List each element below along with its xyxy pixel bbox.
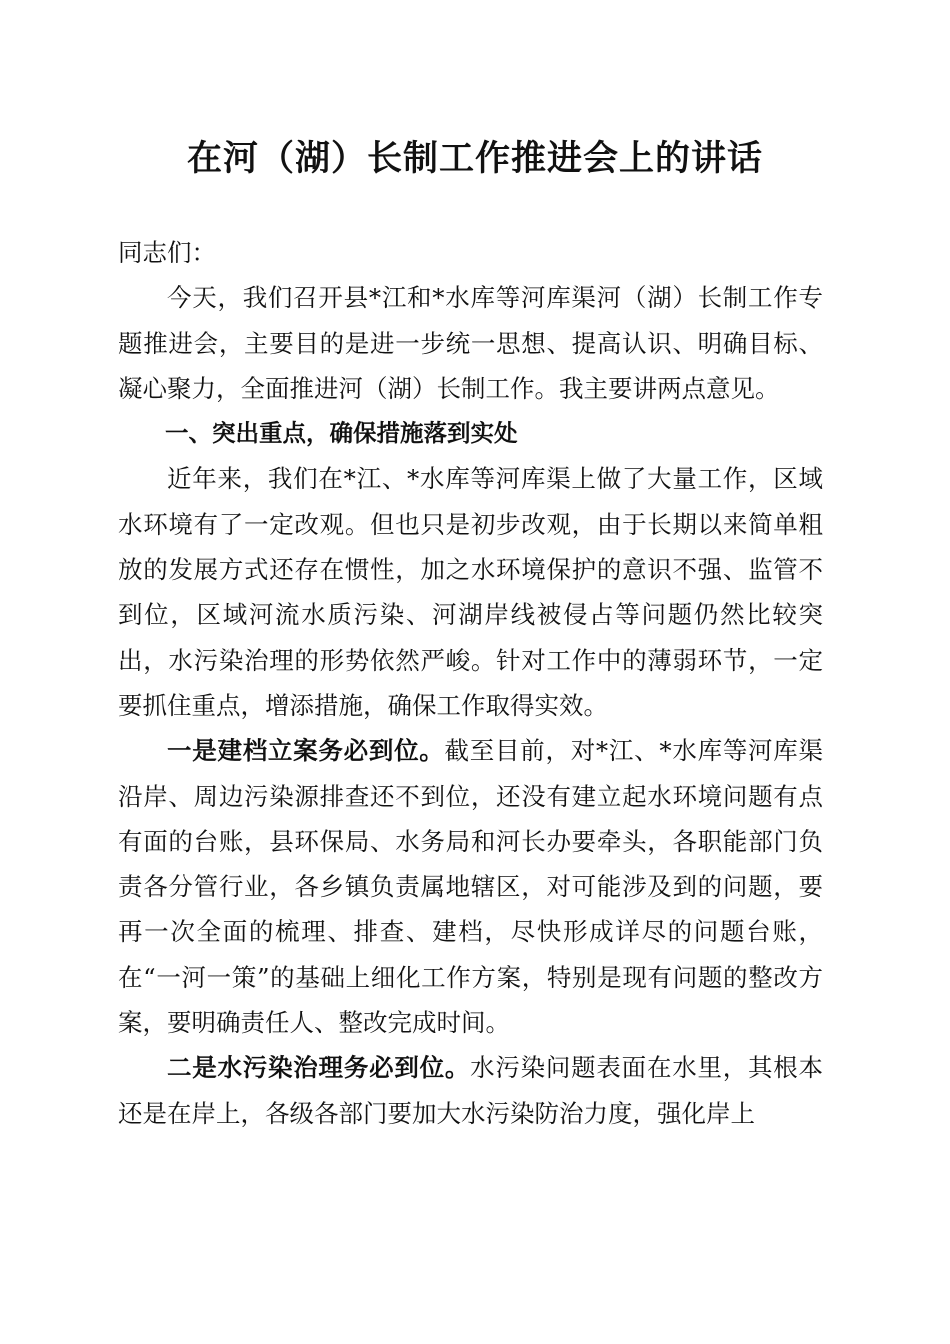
section1-paragraph: 近年来，我们在*江、*水库等河库渠上做了大量工作，区域水环境有了一定改观。但也只是初步改观，由于长期以来简单粗放的发展方式还存在惯性，加之水环境保护的意识不强、监管不到位，区域河流水质污染、河湖岸线被侵占等问题仍然比较突出，水污染治理的形势依然严峻。针对工作中的薄弱环节，一定要抓住重点，增添措施，确保工作取得实效。 (118, 464, 823, 720)
point2-lead: 二是水污染治理务必到位。 (167, 1053, 471, 1083)
salutation: 同志们： (118, 238, 216, 267)
document-body (118, 230, 823, 1136)
section-heading-1: 一、突出重点，确保措施落到实处 (165, 419, 518, 448)
point1-body: 截至目前，对*江、*水库等河库渠沿岸、周边污染源排查还不到位，还没有建立起水环境问题有点有面的台账，县环保局、水务局和河长办要牵头，各职能部门负责各分管行业，各乡镇负责属地辖区，对可能涉及到的问题，要再一次全面的梳理、排查、建档，尽快形成详尽的问题台账，在“一河一策”的基础上细化工作方案，特别是现有问题的整改方案，要明确责任人、整改完成时间。 (118, 736, 824, 1038)
document-title: 在河（湖）长制工作推进会上的讲话 (186, 138, 763, 179)
intro-paragraph: 今天，我们召开县*江和*水库等河库渠河（湖）长制工作专题推进会，主要目的是进一步统一思想、提高认识、明确目标、凝心聚力，全面推进河（湖）长制工作。我主要讲两点意见。 (118, 283, 823, 403)
point2-body: 水污染问题表面在水里，其根本还是在岸上，各级各部门要加大水污染防治力度，强化岸上 (118, 1053, 824, 1128)
point1-paragraph (118, 728, 823, 1045)
point1-lead: 一是建档立案务必到位。 (167, 736, 445, 766)
point2-paragraph (118, 1045, 823, 1136)
